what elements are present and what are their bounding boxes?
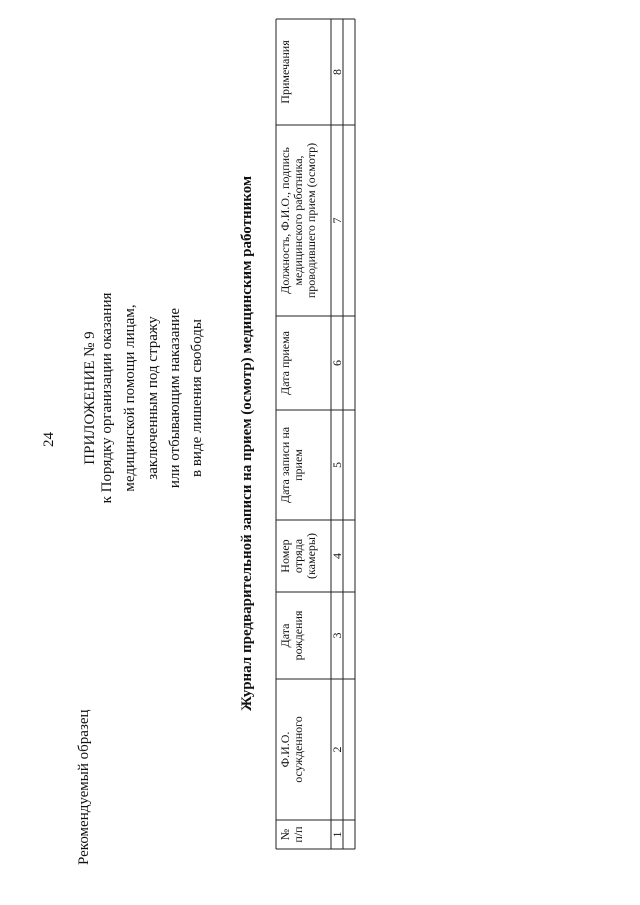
column-number: 2 xyxy=(330,746,344,753)
journal-title: Журнал предварительной записи на прием (осмотр) медицинским работником xyxy=(239,175,255,711)
column-number: 6 xyxy=(330,360,344,366)
appendix-line: или отбывающим наказание xyxy=(167,307,183,489)
page-number: 24 xyxy=(41,432,57,447)
column-number: 8 xyxy=(330,69,344,75)
appendix-line: медицинской помощи лицам, xyxy=(122,304,138,492)
appendix-line: в виде лишения свободы xyxy=(189,319,205,477)
column-number: 7 xyxy=(330,217,344,224)
appendix-title: ПРИЛОЖЕНИЕ № 9 xyxy=(82,331,98,465)
header-full-name: Ф.И.О. осужденного xyxy=(278,716,305,783)
recommended-sample-label: Рекомендуемый образец xyxy=(76,709,92,865)
column-number: 4 xyxy=(330,553,344,559)
header-number: № п/п xyxy=(278,826,305,843)
appendix-line: к Порядку организации оказания xyxy=(99,292,115,504)
column-number: 5 xyxy=(330,462,344,468)
column-number: 3 xyxy=(330,632,344,639)
appendix-line: заключенным под стражу xyxy=(145,316,161,480)
header-medic: Должность, Ф.И.О., подпись медицинского работника, проводившего прием (осмотр) xyxy=(278,142,318,299)
column-number: 1 xyxy=(330,831,344,838)
header-appointment-date: Дата приема xyxy=(278,331,292,395)
header-unit-number: Номер отряда (камеры) xyxy=(278,533,318,579)
header-notes: Примечания xyxy=(278,40,292,104)
header-record-date: Дата записи на прием xyxy=(278,426,305,504)
empty-entry-row xyxy=(343,19,355,849)
header-birth-date: Дата рождения xyxy=(278,610,305,661)
